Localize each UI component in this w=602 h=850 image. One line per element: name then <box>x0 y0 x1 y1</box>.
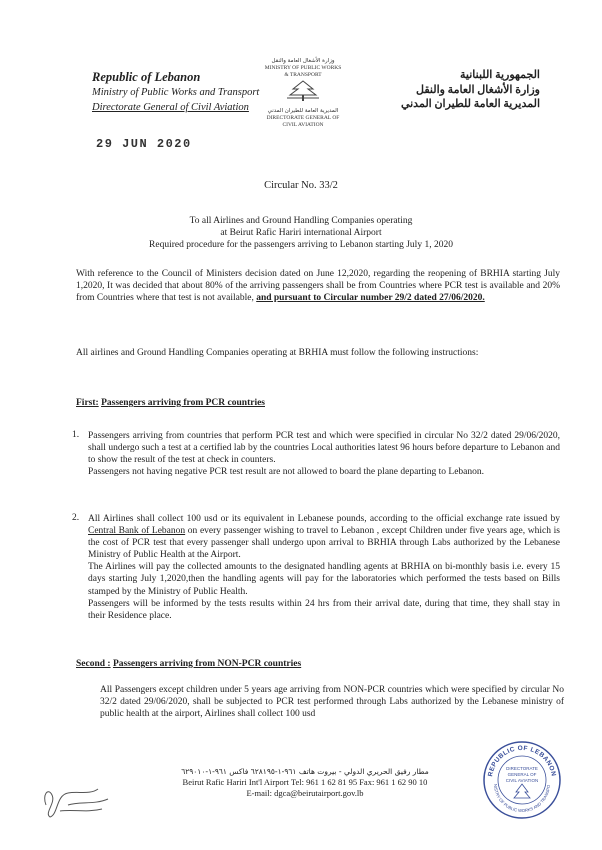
header-ministry: Ministry of Public Works and Transport <box>92 87 260 98</box>
subject-line: Required procedure for the passengers arriving to Lebanon starting July 1, 2020 <box>149 240 453 250</box>
section-second-paragraph: All Passengers except children under 5 years age arriving from NON-PCR countries which were specified by circular No 32/2 dated 29/06/2020, shall be subjected to PCR test performed through Labs authorized by the Lebanese ministry of public health at the airport, Airlines shall collect 100 usd <box>100 685 564 720</box>
item-2 <box>88 513 560 622</box>
cedar-logo-icon <box>283 79 323 105</box>
footer-arabic: مطار رفيق الحريري الدولي - بيروت هاتف ٩٦١-١-٦٢٨١٩٥ فاكس ٩٦١-١-٦٢٩٠١٠ <box>181 767 429 776</box>
item-2-pre: All Airlines shall collect 100 usd or its equivalent in Lebanese pounds, according to the official exchange rate issued by <box>88 514 560 524</box>
emblem-arabic-top: وزارة الأشغال العامة والنقل <box>271 58 335 64</box>
item-1 <box>88 430 560 478</box>
seal-center-line-2: GENERAL OF <box>507 772 537 777</box>
instructions-intro: All airlines and Ground Handling Companies operating at BRHIA must follow the following instructions: <box>76 348 479 358</box>
item-2-paragraph-2: The Airlines will pay the collected amounts to the designated handling agents at BRHIA on bi-monthly basis i.e. every 15 days starting July 1,2020,then the handling agents will pay for the laboratories which performed the tests based on Bills stamped by the Ministry of Public Health. <box>88 562 560 597</box>
header-directorate: Directorate General of Civil Aviation <box>92 102 249 113</box>
footer-email: E-mail: dgca@beirutairport.gov.lb <box>246 788 364 798</box>
pursuant-text: and pursuant to Circular number 29/2 dated 27/06/2020. <box>256 293 485 304</box>
seal-bottom-text: NISTRY OF PUBLIC WORKS AND TRANSPO <box>492 783 552 814</box>
section-first-label: First: <box>76 398 99 408</box>
seal-top-text: REPUBLIC OF LEBANON <box>487 744 557 778</box>
header-english <box>92 70 259 115</box>
seal-center-line-1: DIRECTORATE <box>506 766 538 771</box>
addressee-block <box>0 215 602 251</box>
seal-cedar-icon <box>514 784 530 798</box>
date-stamp: 29 JUN 2020 <box>96 137 192 151</box>
item-2-number: 2. <box>72 513 80 523</box>
seal-center-line-3: CIVIL AVIATION <box>505 778 539 783</box>
header-arabic-country: الجمهورية اللبنانية <box>460 69 540 81</box>
item-2-paragraph-1 <box>88 513 560 561</box>
item-1-number: 1. <box>72 430 80 440</box>
section-first-title: Passengers arriving from PCR countries <box>101 398 265 408</box>
header-country: Republic of Lebanon <box>92 70 201 84</box>
emblem-english-top: MINISTRY OF PUBLIC WORKS & TRANSPORT <box>264 65 342 78</box>
header-arabic-ministry: وزارة الأشغال العامة والنقل <box>416 83 540 96</box>
item-2-post: on every passenger wishing to travel to Lebanon , except Children under five years age, which is the cost of PCR test that every passenger shall undergo upon arrival to BRHIA through Labs authorized by the Lebanese Ministry of Public Health at the Airport. <box>88 526 561 561</box>
item-1-note: Passengers not having negative PCR test result are not allowed to board the plane departing to Lebanon. <box>88 467 484 478</box>
footer-phone-fax: Beirut Rafic Hariri Int'l Airport Tel: 961 1 62 81 95 Fax: 961 1 62 90 10 <box>182 777 428 787</box>
emblem-english-bottom: DIRECTORATE GENERAL OF CIVIL AVIATION <box>266 115 340 128</box>
addressee-line-2: at Beirut Rafic Hariri international Airport <box>220 228 382 238</box>
emblem-arabic-bottom: المديرية العامة للطيران المدني <box>267 108 339 114</box>
central-bank-text: Central Bank of Lebanon <box>88 526 186 537</box>
reference-paragraph <box>76 268 560 304</box>
section-second-label: Second : <box>76 659 111 669</box>
ministry-emblem <box>263 58 343 129</box>
section-second-title: Passengers arriving from NON-PCR countries <box>112 659 302 669</box>
section-second-heading <box>76 659 301 669</box>
header-arabic <box>401 68 540 112</box>
section-first-heading <box>76 398 265 408</box>
reference-text: With reference to the Council of Ministers decision dated on June 12,2020, regarding the reopening of BRHIA starting July 1,2020, It was decided that about 80% of the arriving passengers shall be from Countries where PCR test is available and 20% from Countries where that test is not available, <box>76 269 560 304</box>
signature-image <box>38 765 128 825</box>
official-seal-image <box>482 740 562 820</box>
addressee-line-1: To all Airlines and Ground Handling Companies operating <box>189 216 413 226</box>
header-arabic-directorate: المديرية العامة للطيران المدني <box>400 98 540 110</box>
item-1-text: Passengers arriving from countries that perform PCR test and which were specified in circular No 32/2 dated 29/06/2020, shall undergo such a test at a certified lab by the countries Local authorities latest 96 hours before departure to Lebanon and to show the result of the test at check in counters. <box>88 431 560 466</box>
footer-contact <box>160 766 450 799</box>
item-2-paragraph-3: Passengers will be informed by the tests results within 24 hrs from their arrival date, during that time, they shall stay in their Residence place. <box>88 598 560 621</box>
circular-number: Circular No. 33/2 <box>264 180 338 191</box>
